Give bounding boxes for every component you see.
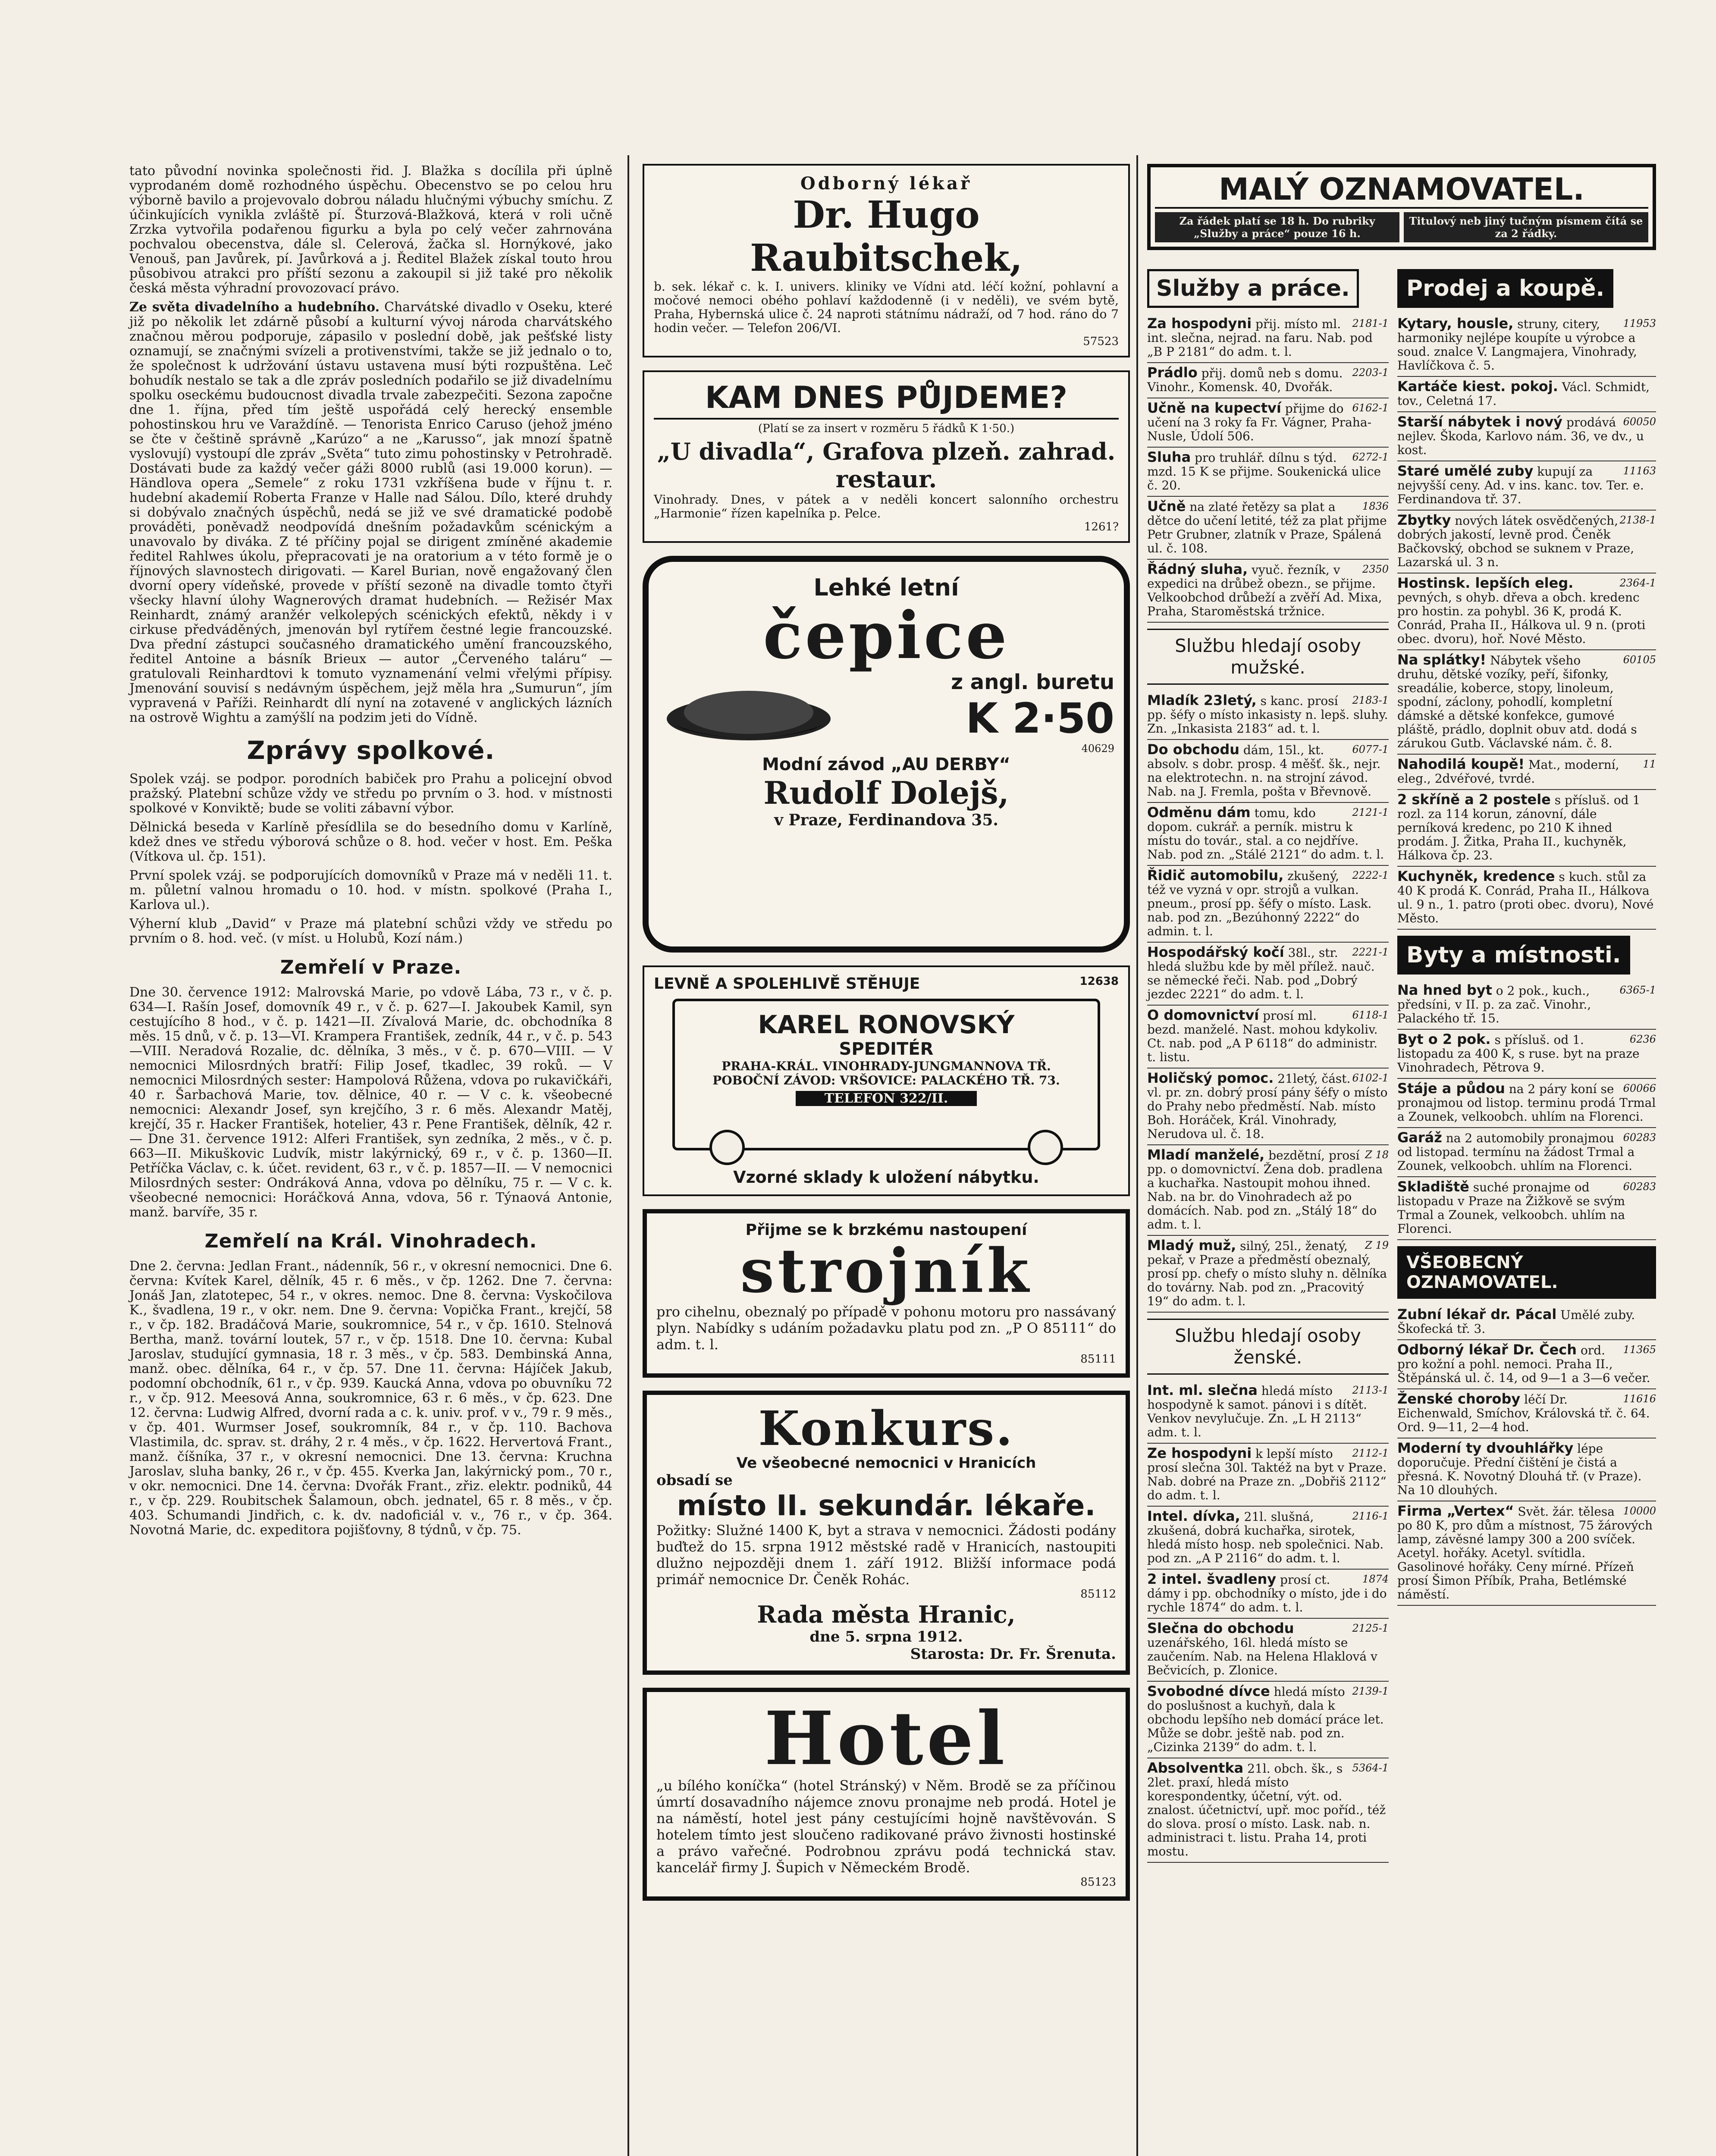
classified-text: přij. místo ml. int. slečna, nejrad. na faru. Nab. pod „B P 2181“ do adm. t. l. [1147, 317, 1373, 359]
classified-keyword: Za hospodyni [1147, 315, 1252, 332]
ad-raubitschek [643, 164, 1130, 357]
classified-item [1147, 943, 1389, 1006]
maly-rates-left: Za řádek platí se 18 h. Do rubriky „Služby a práce“ pouze 16 h. [1155, 212, 1399, 242]
classified-text: přijme do učení na 3 roky fa Fr. Vágner, Praha-Nusle, Údolí 506. [1147, 401, 1372, 443]
classified-item [1147, 1570, 1389, 1619]
vseobecny-heading: VŠEOBECNÝ OZNAMOVATEL. [1397, 1246, 1656, 1299]
classified-text: pevných, s ohyb. dřeva a obch. kredenc pro hostin. za pohybl. 36 K, prodá K. Conrád, Praha II., Hálkova ul. 9 n. (proti obec. dvoru), hoř. Nové Město. [1397, 590, 1646, 646]
classified-text: léčí Dr. Eichenwald, Smíchov, Královská tř. č. 64. Ord. 9—11, 2—4 hod. [1397, 1392, 1650, 1434]
classified-keyword: Ze hospodyni [1147, 1445, 1252, 1461]
zpravy-item: Spolek vzáj. se podpor. porodních babiček pro Prahu a policejní obvod pražský. Platební schůze vždy ve středu po prvním o 3. hod. v místnosti spolkové v Konviktě; bude se voliti zábavní výbor. [129, 771, 612, 816]
classified-text: 21letý, část. vl. pr. zn. dobrý prosí pány šéfy o místo do Prahy nebo předměstí. Nab. místo Boh. Horáček, Král. Vinohrady, Nerudova ul. č. 18. [1147, 1072, 1388, 1141]
classified-number: 2139-1 [1352, 1685, 1389, 1697]
ronovsky-top: LEVNĚ A SPOLEHLIVĚ STĚHUJE [654, 975, 920, 993]
classified-item [1397, 867, 1656, 930]
classified-keyword: Slečna do obchodu [1147, 1620, 1294, 1636]
theatre-text: Charvátské divadlo v Oseku, které již po několik let zdárně působí a kulturní vývoj národa charvátského značnou měrou podporuje, zápasilo v poslední době, jak pešťské listy oznamují, se značnými svízeli a protivenstvími, takže se již jednalo o to, že společnost k udržování ústavu ustavena musí býti rozpuštěna. Leč bohudík nestalo se tak a dle zpráv posledních podařilo se již divadelnímu spolku oseckému budoucnost divadla trvale zabezpečiti. Sezona započne dne 1. října, před tím ještě uspořádá celý herecký ensemble pohostinskou hru ve Varaždíně. — Tenorista Enrico Caruso (jehož jméno se čte v češtině správně „Karúzo“ a ne „Karusso“, jak mnozí špatně vyslovují) vystoupí dle zpráv „Světa“ tuto zimu pohostinsky v Petrohradě. Dostávati bude za každý večer gáži 8000 rublů (asi 19.000 korun). — Händlova opera „Semele“ z roku 1731 vzkříšena bude v říjnu t. r. hudební akademií Roberta Franze v Halle nad Sálou. Dílo, které druhdy si dobývalo značných úspěchů, nedá se již ve své dramatické podobě prováděti, poněvadž neodpovídá dnešním požadavkům scénickým a unavovalo by diváka. Z té příčiny pojal se dirigent zmíněné akademie ředitel Rahlwes úkolu, přepracovati je na oratorium a v této formě je o říjnových slavnostech dirigovati. — Karel Burian, nově engažovaný člen dvorní opery vídeňské, provede v příští sezoně na divadle tomto čtyři všecky hlavní úlohy Wagnerových dramat hudebních. — Režisér Max Reinhardt, známý aranžér velkolepých scénických efektů, někdy i v cirkuse předváděných, jmenován byl rytířem čestné legie francouzské. Dva přední zástupci současného dramatického umění francouzského, ředitel Antoine a básník Brieux — autor „Červeného taláru“ — gratulovali Reinhardtovi k tomuto vyznamenání velmi vřelými přípisy. Jmenování souvisí s nedávným úspěchem, jejž měla hra „Sumurun“, jím vypravená v Paříži. Reinhardt dlí nyní na zotavené v anglických lázních na ostrově Wightu a zamýšlí na podzim jeti do Vídně. [129, 300, 612, 725]
classified-number: Z 19 [1365, 1239, 1389, 1251]
cepice-price: K 2·50 [966, 694, 1114, 743]
classified-text: 21l. obch. šk., s 2let. praxí, hledá místo korespondentky, účetní, výt. od. znalost. účetnictví, upř. moc poříd., též do slova. prosí o místo. Lask. nab. n. administraci t. listu. Praha 14, proti mostu. [1147, 1761, 1386, 1858]
classified-text: prosí ct. dámy i pp. obchodníky o místo, jde i do rychle 1874“ do adm. t. l. [1147, 1573, 1387, 1614]
classified-item [1397, 377, 1656, 412]
zenske-heading: Službu hledají osoby ženské. [1147, 1319, 1389, 1375]
classified-text: k lepší místo prosí slečna 30l. Taktéž na byt v Praze. Nab. dobré na Praze zn. „Dobřiš 2112“ do adm. t. l. [1147, 1447, 1387, 1502]
ronovsky-bottom: Vzorné sklady k uložení nábytku. [733, 1168, 1039, 1187]
classified-item [1147, 1381, 1389, 1444]
ronovsky-addr1: PRAHA-KRÁL. VINOHRADY-JUNGMANNOVA TŘ. [722, 1059, 1051, 1073]
konkurs-line1: Ve všeobecné nemocnici v Hranicích [736, 1454, 1036, 1472]
classified-item [1397, 650, 1656, 755]
classified-keyword: O domovnictví [1147, 1007, 1259, 1023]
classified-keyword: Stáje a půdou [1397, 1080, 1505, 1097]
classified-keyword: Zbytky [1397, 512, 1451, 528]
classified-text: hledá místo hospodyně k samot. pánovi i s dítět. Venkov nevylučuje. Zn. „L H 2113“ adm. t. l. [1147, 1384, 1367, 1439]
hotel-text: „u bílého koníčka“ (hotel Stránský) v Něm. Brodě se za příčinou úmrtí dosavadního nájemce znovu pronajme neb prodá. Hotel je na náměstí, hotel jest pány cestujícími hojně navštěvován. S hotelem tímto jest sloučeno radikované právo živnosti hostinské a právo vařečné. Podrobnou zprávu podá technická stav. kancelář firmy J. Šupich v Německém Brodě. [656, 1777, 1116, 1876]
classified-text: hledá místo do poslušnost a kuchyň, dala k obchodu lepšího neb domácí práce let. Může se dobr. ještě nab. pod zn. „Cizinka 2139“ do adm. t. l. [1147, 1685, 1384, 1754]
ad-doctor-name: Dr. Hugo Raubitschek, [750, 193, 1023, 280]
classified-number: 6272-1 [1352, 451, 1389, 463]
classified-number: 6236 [1629, 1033, 1656, 1045]
classified-keyword: Svobodné dívce [1147, 1683, 1270, 1699]
classified-number: 2181-1 [1352, 317, 1389, 329]
classified-item [1147, 1145, 1389, 1236]
classified-keyword: Staré umělé zuby [1397, 463, 1534, 479]
zpravy-spolkove-heading: Zprávy spolkové. [247, 736, 495, 765]
moving-van-illustration [672, 999, 1100, 1150]
konkurs-sign: Rada města Hranic, [757, 1601, 1016, 1628]
classified-keyword: 2 intel. švadleny [1147, 1571, 1277, 1587]
sluzby-heading: Služby a práce. [1147, 269, 1359, 308]
classified-keyword: Na splátky! [1397, 652, 1487, 668]
classified-keyword: Kytary, housle, [1397, 315, 1514, 332]
classified-item [1397, 314, 1656, 377]
classified-item [1397, 1501, 1656, 1606]
classified-item [1147, 497, 1389, 560]
cepice-material: z angl. buretu [951, 670, 1114, 694]
classified-item [1397, 1177, 1656, 1240]
classified-number: 5364-1 [1352, 1762, 1389, 1774]
classified-number: 60283 [1623, 1181, 1656, 1193]
cepice-top: Lehké letní [813, 574, 959, 601]
classified-keyword: Ženské choroby [1397, 1391, 1521, 1407]
classified-number: 60105 [1623, 654, 1656, 666]
classified-number: 2364-1 [1619, 577, 1656, 589]
classified-number: 2138-1 [1619, 514, 1656, 526]
classified-item [1397, 790, 1656, 867]
classified-number: 10000 [1623, 1505, 1656, 1517]
classified-text: ord. pro kožní a pohl. nemoci. Praha II., Štěpánská ul. č. 14, od 9—1 a 3—6 večer. [1397, 1343, 1650, 1385]
classified-keyword: Sluha [1147, 449, 1191, 465]
ad-kam-dnes [643, 370, 1130, 543]
muzske-heading: Službu hledají osoby mužské. [1147, 629, 1389, 685]
classified-text: suché pronajme od listopadu v Praze na Žižkově se svým Trmal a Zounek, velkoobch. uhlím na Florenci. [1397, 1180, 1625, 1236]
classified-keyword: Firma „Vertex“ [1397, 1503, 1514, 1519]
classified-text: kupují za nejvyšší ceny. Ad. v ins. kanc. tov. Ter. e. Ferdinandova tř. 37. [1397, 464, 1644, 506]
konkurs-line2: obsadí se [656, 1472, 733, 1489]
classified-item [1147, 1682, 1389, 1758]
classified-text: nových látek osvědčených, dobrých jakostí, levně prod. Čeněk Bačkovský, obchod se suknem v Praze, Lazarská ul. 3 n. [1397, 514, 1634, 569]
classified-item [1397, 412, 1656, 461]
ad-cepice [643, 556, 1130, 953]
prodej-list [1397, 314, 1656, 930]
classified-item [1147, 398, 1389, 448]
kam-venue: „U divadla“, Grafova plzeň. zahrad. restaur. [657, 438, 1116, 493]
classified-text: zkušený, též ve vyzná v opr. strojů a vulkan. pneum., prosí pp. šéfy o místo. Lask. nab. pod zn. „Bezúhonný 2222“ do admin. t. l. [1147, 869, 1372, 938]
classified-keyword: Intel. dívka, [1147, 1508, 1240, 1524]
classified-text: bezdětní, prosí pp. o domovnictví. Žena dob. pradlena a kuchařka. Nastoupit mohou ihned. Nab. na br. do Vinohradech až po domácích. Nab. pod zn. „Stálý 18“ do adm. t. l. [1147, 1148, 1383, 1232]
classified-text: o 2 pok., kuch., předsíni, v II. p. za zač. Vinohr., Palackého tř. 15. [1397, 984, 1591, 1025]
classified-keyword: Moderní ty dvouhlářky [1397, 1440, 1574, 1456]
classified-number: 1874 [1362, 1573, 1389, 1585]
classified-keyword: Řádný sluha, [1147, 561, 1248, 577]
ronovsky-ref: 12638 [1079, 975, 1119, 988]
classified-item [1147, 314, 1389, 363]
classified-text: přij. domů neb s domu. Vinohr., Komensk. 40, Dvořák. [1147, 366, 1343, 394]
konkurs-pos: místo II. sekundár. lékaře. [677, 1489, 1096, 1522]
zemreli-vinohrady-text: Dne 2. června: Jedlan Frant., nádenník, 56 r., v okresní nemocnici. Dne 6. června: Kvítek Karel, dělník, 45 r. 6 měs., v čp. 1262. Dne 7. června: Jonáš Jan, zlatotepec, 54 r., v okres. nemoc. Dne 8. června: Vyskočilova K., švadlena, 19 r., v okr. nem. Dne 9. června: Vopička Frant., krejčí, 58 r., v čp. 182. Bradáčová Marie, soukromnice, 54 r., v čp. 1610. Stelnová Bertha, manž. tovární loutek, 57 r., v čp. 1518. Dne 10. června: Kubal Jaroslav, studující gymnasia, 18 r. 3 měs., v čp. 583. Dembinská Anna, manž. obec. dělníka, 64 r., v čp. 57. Dne 11. června: Hájíček Jakub, podomní obchodník, 61 r., v čp. 939. Kaucká Anna, vdova po obuvníku 72 r., v čp. 912. Meesová Anna, soukromnice, 63 r. 6 měs., v čp. 623. Dne 12. června: Ludwig Alfred, dvorní rada a c. k. univ. prof. v v., 79 r. 9 měs., v čp. 401. Wurmser Josef, soukromník, 84 r., v čp. 110. Bachova Vlastimila, dc. sprav. st. dráhy, 2 r. 4 měs., v čp. 1622. Hervertová Frant., manž. číšníka, 37 r., v okresní nemocnici. Dne 13. června: Kruchna Jaroslav, sluha banky, 26 r., v čp. 455. Kverka Jan, lakýrnický pom., 70 r., v okr. nemocnici. Dne 14. června: Dvořák Frant., zřiz. elektr. podniků, 44 r., v čp. 229. Roubitschek Šalamoun, obch. jednatel, 65 r. 8 měs., v čp. 403. Schumandi Jindřich, c. k. dv. nadoficiál v. v., 76 r., v čp. 364. Novotná Marie, dc. expeditora pojišťovny, 8 týdnů, v čp. 75. [129, 1259, 612, 1538]
classified-number: Z 18 [1365, 1149, 1389, 1161]
classified-item [1147, 866, 1389, 943]
zemreli-praha-heading: Zemřelí v Praze. [280, 956, 462, 978]
classified-number: 6118-1 [1352, 1009, 1389, 1021]
classified-number: 6365-1 [1619, 984, 1656, 996]
classified-text: lépe doporučuje. Přední čištění je čistá a přesná. K. Novotný Dlouhá tř. (v Praze). Na 10 dlouhých. [1397, 1442, 1642, 1497]
classified-number: 11365 [1623, 1344, 1656, 1356]
classified-text: Umělé zuby. Škofecká tř. 3. [1397, 1308, 1635, 1336]
classified-number: 2121-1 [1352, 806, 1389, 818]
theatre-heading: Ze světa divadelního a hudebního. [129, 300, 380, 315]
ad-strojnik [643, 1209, 1130, 1378]
classified-text: silný, 25l., ženatý, pekař, v Praze a předměstí obeznalý, prosí pp. chefy o místo sluhy n. dělníka do továrny. Nab. pod zn. „Pracovitý 19“ do adm. t. l. [1147, 1239, 1387, 1308]
classified-number: 2221-1 [1352, 946, 1389, 958]
classified-number: 2183-1 [1352, 694, 1389, 706]
maly-oznamovatel-box [1147, 164, 1656, 250]
classified-number: 2125-1 [1352, 1622, 1389, 1634]
classified-keyword: Mladí manželé, [1147, 1147, 1265, 1163]
classified-text: s přísluš. od 1. listopadu za 400 K, s ruse. byt na praze Vinohradech, Pětrova 9. [1397, 1033, 1640, 1075]
classified-item [1147, 363, 1389, 398]
classified-text: Svět. žár. tělesa po 80 K, pro dům a místnost, 75 žárových lamp, závěsné lampy 300 a 200 svíček. Acetyl. hořáky. Acetyl. svítidla. Gasolinové hořáky. Ceny mírné. Přízeň prosí Šimon Příbík, Praha, Betlémské náměstí. [1397, 1504, 1653, 1601]
classified-number: 60066 [1623, 1082, 1656, 1094]
classified-item [1147, 1758, 1389, 1863]
classified-keyword: 2 skříně a 2 postele [1397, 791, 1551, 808]
sluzby-list [1147, 314, 1389, 623]
classified-item [1397, 1128, 1656, 1177]
zemreli-praha-text: Dne 30. července 1912: Malrovská Marie, po vdově Lába, 73 r., v č. p. 634—I. Rašín Josef, domovník 49 r., v č. p. 627—I. Jakoubek Kamil, syn cestujícího 8 hod., v č. p. 1421—II. Zívalová Marie, dc. obchodníka 8 měs. 15 dnů, v č. p. 13—VI. Krampera František, zedník, 44 r., v č. p. 543—VIII. Neradová Rozalie, dc. dělníka, 3 měs., v č. p. 670—VIII. — V nemocnici Milosrdných bratří: Filip Josef, tkadlec, 39 roků. — V nemocnici Milosrdných sester: Hampolová Růžena, vdova po rukavičkáři, 40 r. Šarbachová Marie, tov. dělnice, 40 r. — V c. k. všeobecné nemocnici: Alexandr Josef, syn krejčího, 3 r. 6 měs. Alexandr Matěj, krejčí, 35 r. Hacker František, hotelier, 43 r. Pene František, dělník, 42 r. — Dne 31. července 1912: Alferi František, syn zedníka, 2 měs., v č. p. 663—II. Mikuškovic Ludvík, mistr lakýrnický, 69 r., v č. p. 1360—II. Petříčka Václav, c. k. účet. revident, 63 r., v č. p. 1857—II. — V nemocnici Milosrdných sester: Ondráková Anna, vdova po dělníku, 75 r. — V c. k. všeobecné nemocnici: Horáčková Anna, vdova, 56 r. Týnaová Antonie, manž. barvíře, 35 r. [129, 985, 612, 1220]
cepice-addr: v Praze, Ferdinandova 35. [774, 811, 998, 829]
classified-text: 21l. slušná, zkušená, dobrá kuchařka, sirotek, hledá místo hosp. neb společnici. Nab. pod zn. „A P 2116“ do adm. t. l. [1147, 1510, 1384, 1565]
ad-konkurs [643, 1391, 1130, 1675]
classified-number: 11 [1643, 758, 1656, 770]
classified-keyword: Hostinsk. lepších eleg. [1397, 575, 1574, 591]
classified-item [1147, 803, 1389, 866]
hotel-ref: 85123 [1080, 1876, 1116, 1889]
ad-ref: 57523 [1083, 335, 1119, 348]
classified-number: 6162-1 [1352, 402, 1389, 414]
classified-text: s přísluš. od 1 rozl. za 114 korun, zánovní, dále perníková kredenc, po 210 K ihned prodám. J. Žitka, Praha II., kuchyněk, Hálkova čp. 23. [1397, 793, 1641, 862]
classified-text: pro truhlář. dílnu s týd. mzd. 15 K se přijme. Soukenická ulice č. 20. [1147, 451, 1381, 492]
classified-number: 11953 [1623, 317, 1656, 329]
classified-text: 38l., str. hledá službu kde by měl přílež. nauč. se německé řeči. Nab. pod „Dobrý jezdec 2221“ do adm. t. l. [1147, 946, 1375, 1001]
maly-heading: MALÝ OZNAMOVATEL. [1155, 172, 1648, 209]
classified-item [1147, 448, 1389, 497]
classified-number: 2116-1 [1352, 1510, 1389, 1522]
classified-number: 11616 [1623, 1393, 1656, 1405]
cepice-ref: 40629 [1081, 743, 1114, 755]
classified-keyword: Mladý muž, [1147, 1237, 1236, 1253]
cepice-big: čepice [763, 598, 1010, 674]
byty-list [1397, 981, 1656, 1240]
classified-item [1147, 740, 1389, 803]
vseobecny-list [1397, 1305, 1656, 1606]
classified-item [1147, 1006, 1389, 1069]
classified-item [1397, 1079, 1656, 1128]
classified-keyword: Kuchyněk, kredence [1397, 868, 1555, 884]
classified-item [1147, 691, 1389, 740]
ad-kicker: Odborný lékař [800, 173, 973, 194]
classified-item [1147, 1444, 1389, 1507]
classified-keyword: Učně na kupectví [1147, 400, 1281, 416]
classified-item [1397, 1030, 1656, 1079]
classified-item [1147, 1069, 1389, 1145]
ronovsky-sub: SPEDITÉR [839, 1039, 934, 1059]
cepice-firm: Modní závod „AU DERBY“ [762, 755, 1010, 774]
classified-keyword: Nahodilá koupě! [1397, 756, 1525, 772]
classified-keyword: Int. ml. slečna [1147, 1382, 1258, 1398]
classified-item [1397, 573, 1656, 650]
classified-number: 2203-1 [1352, 367, 1389, 379]
classified-keyword: Odměnu dám [1147, 804, 1251, 821]
classified-text: uzenářského, 16l. hledá místo se zaučením. Nab. na Helena Hlaklová v Bečvicích, p. Zlonice. [1147, 1636, 1377, 1677]
classified-keyword: Zubní lékař dr. Pácal [1397, 1306, 1557, 1322]
classified-number: 60050 [1623, 416, 1656, 428]
classified-item [1147, 1507, 1389, 1570]
muzske-list [1147, 691, 1389, 1313]
classified-item [1397, 755, 1656, 790]
classified-number: 2112-1 [1352, 1447, 1389, 1459]
classified-item [1147, 1619, 1389, 1682]
classified-text: vyuč. řezník, v expedici na drůbež obezn., se přijme. Velkoobchod drůbeží a zvěří Ad. Mixa, Praha, Staroměstská tržnice. [1147, 563, 1382, 618]
classified-number: 6077-1 [1352, 743, 1389, 755]
classified-item [1397, 1340, 1656, 1389]
kam-note: (Platí se za insert v rozměru 5 řádků K 1·50.) [758, 422, 1015, 435]
strojnik-top: Přijme se k brzkému nastoupení [745, 1221, 1027, 1239]
classified-keyword: Garáž [1397, 1129, 1442, 1146]
hotel-big: Hotel [764, 1695, 1008, 1782]
maly-rates-right: Titulový neb jiný tučným písmem čítá se za 2 řádky. [1404, 212, 1648, 242]
ad-ronovsky [643, 965, 1130, 1196]
konkurs-text: Požitky: Služné 1400 K, byt a strava v nemocnici. Žádosti podány buďtež do 15. srpna 1912 městské radě v Hranicích, nastoupiti dlužno nejpozději dnem 1. září 1912. Bližší informace podá primář nemocnice Dr. Čeněk Rohác. [656, 1522, 1116, 1588]
classified-text: na zlaté řetězy sa plat a dětce do učení letité, též za plat přijme Petr Grubner, zlatník v Praze, Spálená ul. č. 108. [1147, 500, 1387, 555]
classified-text: Nábytek všeho druhu, dětské vozíky, peří, šifonky, sreadálie, koberce, stopy, linoleum, spodní, záclony, pohodlí, kompletní dámské a dětské konfekce, gumové pláště, prádlo, doplnit obuv atd. dodá s zárukou Gutb. Václavské nám. č. 8. [1397, 653, 1637, 750]
classified-keyword: Mladík 23letý, [1147, 692, 1257, 708]
classified-item [1147, 1236, 1389, 1313]
column-right [1147, 164, 1656, 1863]
classified-text: na 2 páry koní se pronajmou od listop. terminu prodá Trmal a Zounek, velkoobch. uhlím na Florenci. [1397, 1082, 1656, 1124]
classified-keyword: Do obchodu [1147, 741, 1239, 758]
wheel-icon [1028, 1130, 1063, 1165]
classified-text: prodává nejlev. Škoda, Karlovo nám. 36, ve dv., u kost. [1397, 415, 1644, 457]
kam-ref: 1261? [1084, 520, 1119, 533]
classified-keyword: Odborný lékař Dr. Čech [1397, 1341, 1577, 1358]
classified-number: 60283 [1623, 1131, 1656, 1144]
classified-item [1397, 981, 1656, 1030]
classified-item [1147, 560, 1389, 623]
classified-number: 2222-1 [1352, 869, 1389, 881]
classified-keyword: Prádlo [1147, 364, 1198, 381]
cap-icon [658, 678, 839, 747]
classified-number: 2350 [1362, 563, 1389, 575]
column-rule [627, 155, 629, 2156]
classified-text: tomu, kdo dopom. cukrář. a perník. mistru k místu do továr., stal. a co nejdříve. Nab. pod zn. „Stálé 2121“ do adm. t. l. [1147, 806, 1384, 862]
classified-number: 6102-1 [1352, 1072, 1389, 1084]
cepice-owner: Rudolf Dolejš, [763, 774, 1009, 811]
classified-item [1397, 1305, 1656, 1340]
konkurs-big: Konkurs. [758, 1401, 1014, 1456]
classified-item [1397, 1438, 1656, 1501]
strojnik-ref: 85111 [1080, 1353, 1116, 1366]
classified-text: prosí ml. bezd. manželé. Nast. mohou kdykoliv. Ct. nab. pod „A P 6118“ do administr. t. listu. [1147, 1009, 1378, 1064]
classified-text: Mat., moderní, eleg., 2dvéřové, tvrdé. [1397, 758, 1619, 786]
classified-text: s kuch. stůl za 40 K prodá K. Conrád, Praha II., Hálkova ul. 9 n., 1. patro (proti obec. dvoru), Nové Město. [1397, 870, 1654, 925]
konkurs-ref: 85112 [1080, 1588, 1116, 1601]
column-middle [643, 164, 1130, 1914]
zpravy-item: První spolek vzáj. se podporujících domovníků v Praze má v neděli 11. t. m. půletní valnou hromadu o 10. hod. v místn. spolkové (Praha I., Karlova ul.). [129, 868, 612, 912]
classified-keyword: Skladiště [1397, 1178, 1469, 1195]
column-rule [1136, 155, 1138, 2156]
classified-text: dám, 15l., kt. absolv. s dobr. prosp. 4 měšť. šk., nejr. na elektrotechn. n. na strojní závod. Nab. na J. Fremla, pošta v Břevnově. [1147, 743, 1381, 799]
classified-keyword: Byt o 2 pok. [1397, 1031, 1491, 1047]
prodej-heading: Prodej a koupě. [1397, 269, 1613, 308]
strojnik-text: pro cihelnu, obeznalý po případě v pohonu motoru pro nassávaný plyn. Nabídky s udáním požadavku platu pod zn. „P O 85111“ do adm. t. l. [656, 1304, 1116, 1353]
ronovsky-addr2: POBOČNÍ ZÁVOD: VRŠOVICE: PALACKÉHO TŘ. 73. [712, 1073, 1060, 1087]
classified-keyword: Hospodářský kočí [1147, 944, 1284, 960]
classified-number: 1836 [1362, 500, 1389, 512]
classified-keyword: Na hned byt [1397, 982, 1492, 998]
classified-text: na 2 automobily pronajmou od listopad. termínu na žádost Trmal a Zounek, velkoobch. uhlím na Florenci. [1397, 1131, 1635, 1173]
wheel-icon [709, 1130, 745, 1165]
kam-heading: KAM DNES PŮJDEME? [654, 380, 1119, 420]
classified-number: 11163 [1623, 465, 1656, 477]
ad-text: b. sek. lékař c. k. I. univers. kliniky ve Vídni atd. léčí kožní, pohlavní a močové nemoci obého pohlaví každodenně (i v neděli), ve svém bytě, Praha, Hybernská ulice č. 24 naproti státnímu nádraží, od 7 hod. ráno do 7 hodin večer. — Telefon 206/VI. [654, 279, 1119, 335]
classified-text: Václ. Schmidt, tov., Celetná 17. [1397, 380, 1650, 408]
zenske-list [1147, 1381, 1389, 1863]
byty-heading: Byty a místnosti. [1397, 936, 1630, 975]
strojnik-big: strojník [740, 1236, 1032, 1307]
ad-hotel [643, 1688, 1130, 1901]
konkurs-date: dne 5. srpna 1912. [809, 1628, 963, 1645]
classified-item [1397, 511, 1656, 573]
zemreli-vinohrady-heading: Zemřelí na Král. Vinohradech. [204, 1230, 537, 1252]
classified-keyword: Holičský pomoc. [1147, 1070, 1274, 1086]
ronovsky-phone: TELEFON 322/II. [796, 1091, 977, 1106]
classified-keyword: Kartáče kiest. pokoj. [1397, 378, 1558, 395]
classified-item [1397, 1389, 1656, 1438]
classified-keyword: Řidič automobilu, [1147, 867, 1284, 884]
classified-number: 2113-1 [1352, 1384, 1389, 1396]
kam-text: Vinohrady. Dnes, v pátek a v neděli koncert salonního orchestru „Harmonie“ řízen kapelníka p. Pelce. [654, 492, 1119, 520]
classified-keyword: Učně [1147, 498, 1186, 514]
intro-paragraph: tato původní novinka společnosti řid. J. Blažka s docílila při úplně vyprodaném domě rozhodného úspěchu. Obecenstvo se po celou hru výborně bavilo a projevovalo dobrou náladu hlučnými výbuchy smíchu. Z účinkujících vynikla zvláště pí. Šturzová-Blažková, která v roli učně Zrzka vytvořila podařenou figurku a byla po celý večer zahrnována pochvalou obecenstva, dále sl. Celerová, žačka sl. Hornýkové, jako Venouš, pan Javůrek, pí. Javůrková a j. Ředitel Blažek získal touto hrou působivou atrakci pro příští sezonu a zakoupil si již také pro několik česká města výhradní provozovací právo. [129, 163, 612, 296]
zpravy-item: Výherní klub „David“ v Praze má platební schůzi vždy ve středu po prvním o 8. hod. več. (v míst. u Holubů, Kozí nám.) [129, 916, 612, 946]
classified-keyword: Absolventka [1147, 1760, 1244, 1776]
zpravy-item: Dělnická beseda v Karlíně přesídlila se do besedního domu v Karlíně, kdež dnes ve středu výborová schůze o 8. hod. večer v host. Em. Peška (Vítkova ul. čp. 151). [129, 820, 612, 864]
konkurs-mayor: Starosta: Dr. Fr. Šrenuta. [910, 1645, 1116, 1663]
ronovsky-name: KAREL RONOVSKÝ [758, 1010, 1015, 1039]
classified-item [1397, 461, 1656, 511]
classified-text: struny, citery, harmoniky nejlépe koupíte u výrobce a soud. znalce V. Langmajera, Vinohrady, Havlíčkova č. 5. [1397, 317, 1637, 373]
column-left [129, 164, 612, 1542]
classified-text: s kanc. prosí pp. šéfy o místo inkasisty n. lepš. sluhy. Zn. „Inkasista 2183“ ad. t. l. [1147, 694, 1388, 736]
classified-keyword: Starší nábytek i nový [1397, 414, 1563, 430]
